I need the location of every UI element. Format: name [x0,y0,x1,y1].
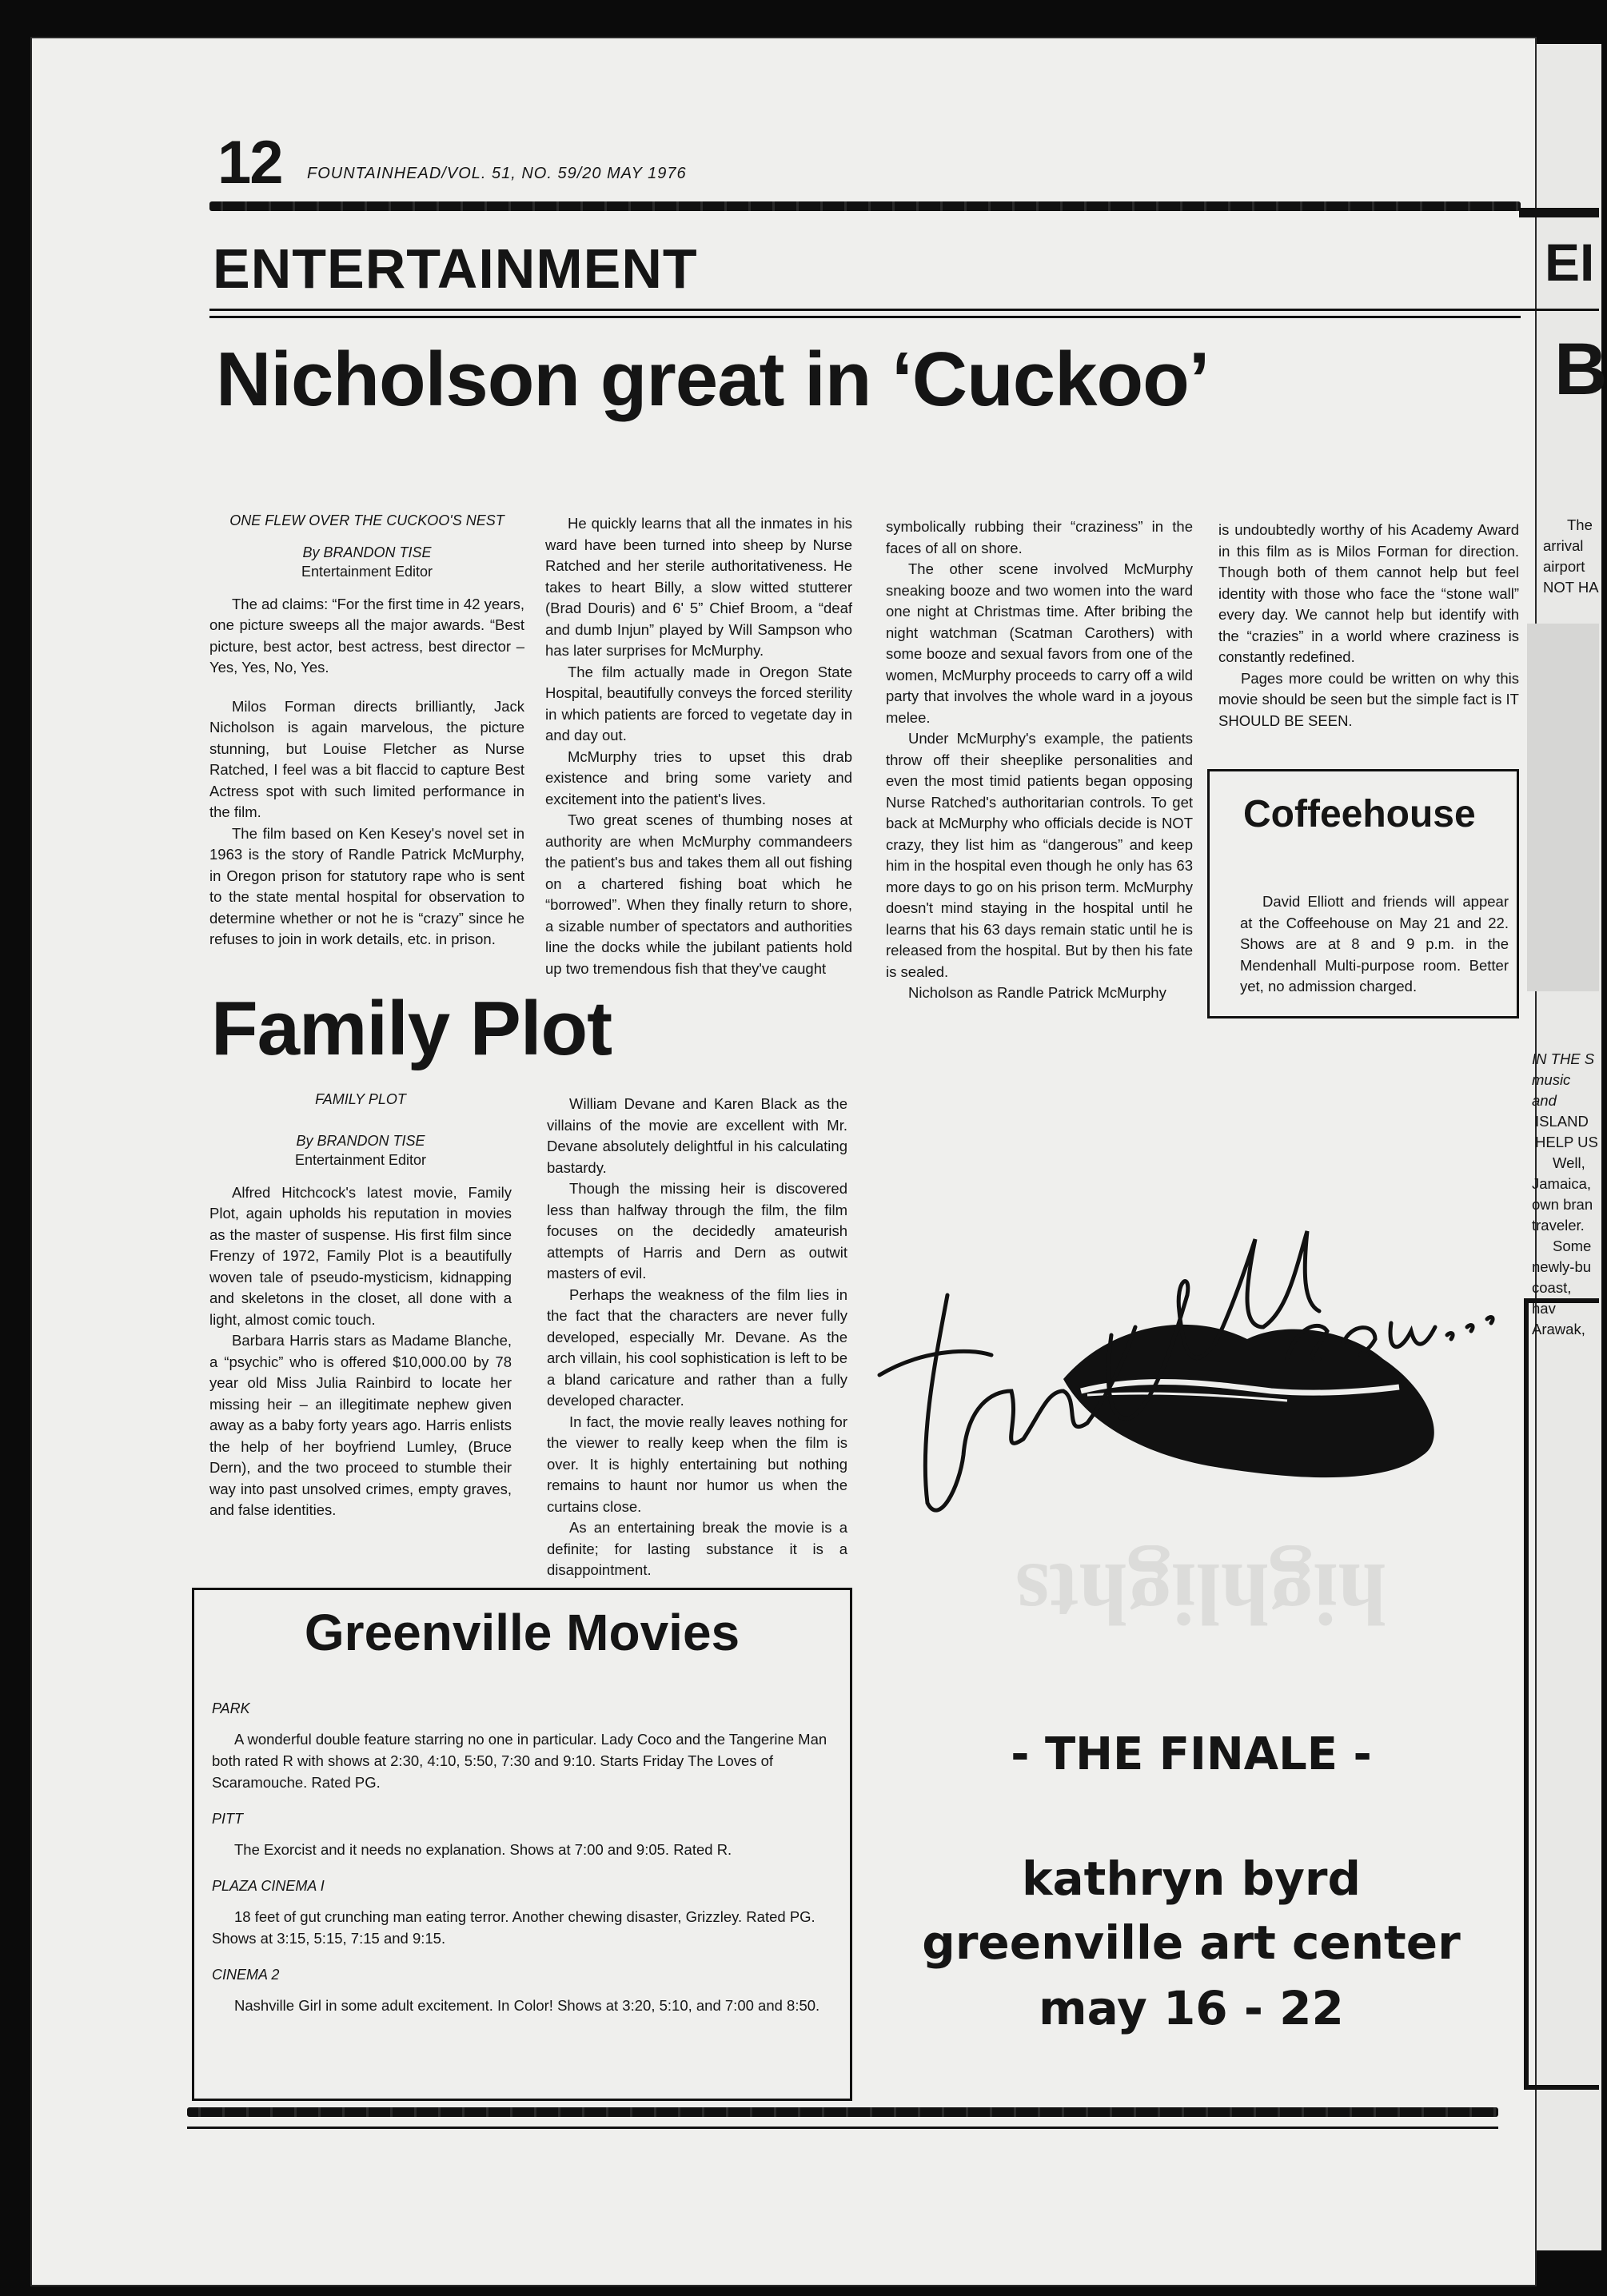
neighbor-section-stub: EI [1545,233,1595,292]
neighbor-rule [1519,309,1599,311]
neighbor-headline-stub: B [1554,329,1607,410]
family-plot-byline [209,1131,512,1170]
theater-name: CINEMA 2 [212,1967,280,1983]
paragraph: The other scene involved McMurphy sneaking booze and two women into the ward one night at Christmas time. After bribing the night watchman (Scatman Carothers) with some booze and sexual favors from one of the women, McMurphy proceeds to carry off a wild party that involves the whole ward in a joyous melee. [886,560,1193,726]
cuckoo-author: By BRANDON TISE [302,544,432,560]
paragraph: In fact, the movie really leaves nothing for the viewer to really keep when the film is over. It is highly entertaining but nothing remains to haunt nor humor us when the curtains close. [547,1413,847,1515]
ghost-print-through: highlights [1015,1545,1387,1643]
movie-listings [212,1683,835,2016]
cuckoo-headline: Nicholson great in ‘Cuckoo’ [216,337,1210,422]
paragraph: The film actually made in Oregon State Hospital, beautifully conveys the forced sterility in which patients are forced to vegetate day in and day out. [545,663,852,743]
theater-listing [212,1878,835,1949]
text-line: HELP US [1535,1134,1598,1150]
family-plot-column-1 [209,1089,512,1521]
neighbor-ad-box [1524,1298,1599,2090]
text-line: music and [1532,1071,1571,1109]
theater-text: A wonderful double feature starring no one in particular. Lady Coco and the Tangerine Man both rated R with shows at 2:30, 4:10, 5:50, 7:30 and 9:10. Starts Friday The Loves of Scaramouche. Rated PG. [212,1731,827,1791]
paragraph: He quickly learns that all the inmates in his ward have been turned into sheep by Nurse Ratched and her sterile authoritativeness. He takes to heart Billy, a slow witted stutterer (Brad Douris) and 6' 5” Chief Broom, a “deaf and dumb Injun” played by Will Sampson who has later surprises for McMurphy. [545,515,852,659]
finale-venue: greenville art center [922,1915,1461,1970]
paragraph: Milos Forman directs brilliantly, Jack Nicholson is again marvelous, the picture stunning, but Louise Fletcher as Nurse Ratched, I feel was a bit flaccid to capture Best Actress spot with such limited performance in the film. [209,697,524,820]
farewell-lips-illustration [871,1151,1511,1535]
theater-name: PARK [212,1700,250,1716]
section-rule-1 [209,309,1521,311]
theater-name: PITT [212,1811,243,1827]
neighbor-top-rule [1519,208,1599,217]
theater-text: The Exorcist and it needs no explanation. Shows at 7:00 and 9:05. Rated R. [234,1841,732,1858]
theater-listing [212,1967,835,2016]
neighbor-photo [1527,624,1599,991]
text-line: The [1567,516,1593,533]
theater-listing [212,1811,835,1860]
finale-dates: may 16 - 22 [1039,1981,1344,2035]
text-line: own bran [1532,1196,1593,1213]
text-line: traveler. [1532,1217,1585,1234]
cuckoo-kicker: ONE FLEW OVER THE CUCKOO'S NEST [229,512,504,528]
neighbor-text-mid [1532,1049,1599,1340]
bottom-rule [187,2107,1498,2117]
paragraph: The film based on Ken Kesey's novel set in 1963 is the story of Randle Patrick McMurphy, in Oregon prison for statutory rape who is sent to the state mental hospital for observation to determine whether or not he is “crazy” since he refuses to join in work details, etc. in prison. [209,824,524,947]
cuckoo-author-role: Entertainment Editor [301,563,433,580]
section-rule-2 [209,316,1521,318]
theater-text: Nashville Girl in some adult excitement. In Color! Shows at 3:20, 5:10, and 7:00 and 8:50. [234,1997,820,2014]
family-plot-column-2 [547,1094,847,1581]
paragraph: is undoubtedly worthy of his Academy Award in this film as is Milos Forman for direction. Though both of them cannot help but feel identity with those who face the “stone wall” every day. We cannot help but identify with the “crazies” in a world where craziness is constantly redefined. [1218,521,1519,665]
paragraph: As an entertaining break the movie is a definite; for lasting substance it is a disappointment. [547,1519,847,1578]
cuckoo-column-3 [886,516,1193,1004]
text-line: Arawak, [1532,1321,1585,1337]
cuckoo-column-2 [545,513,852,979]
paragraph: David Elliott and friends will appear at the Coffeehouse on May 21 and 22. Shows are at 8 and 9 p.m. in the Mendenhall Multi-purpose room. Better yet, no admission charged. [1240,893,1509,995]
text-line: NOT HA [1543,579,1599,596]
paragraph: William Devane and Karen Black as the villains of the movie are excellent with Mr. Devane absolutely delightful in his calculating bastardy. [547,1095,847,1176]
neighbor-text-top [1543,515,1599,598]
family-plot-headline: Family Plot [211,986,612,1071]
paragraph: Barbara Harris stars as Madame Blanche, a “psychic” who is offered $10,000.00 by 78 year old Miss Julia Rainbird to locate her missing heir – an illegitimate nephew given away as a baby forty years ago. Harris enlists the help of her boyfriend Lumley, (Bruce Dern), and the two proceed to stumble their way into past unsolved crimes, empty graves, and false identities. [209,1332,512,1518]
greenville-movies-box [192,1588,852,2101]
bottom-rule-thin [187,2127,1498,2129]
text-line: IN THE S [1532,1050,1595,1067]
theater-name: PLAZA CINEMA I [212,1878,325,1894]
theater-listing [212,1700,835,1793]
paragraph: Two great scenes of thumbing noses at authority are when McMurphy commandeers the patient's bus and takes them all out fishing on a chartered fishing boat which he “borrowed”. When they finally return to shore, a sizable number of spectators and authorities line the docks while the jubilant patients hold up two tremendous fish that they've caught [545,811,852,977]
paragraph: Under McMurphy's example, the patients throw off their sheeplike personalities and even the most timid patients began opposing Nurse Ratched's authoritarian controls. To get back at McMurphy who officials decide is NOT crazy, they list him as “dangerous” and keep him in the hospital even though he only has 63 more days to go on his prison term. McMurphy doesn't mind staying in the hospital until he learns that his 63 days remain static until he is released from the hospital. But by then his fate is sealed. [886,730,1193,980]
cuckoo-byline [209,543,524,581]
page-number: 12 [217,129,282,197]
coffeehouse-body [1240,891,1509,998]
paragraph: The ad claims: “For the first time in 42 years, one picture sweeps all the major awards. “Best picture, best actor, best actress, best director – Yes, Yes, No, Yes. [209,595,525,676]
coffeehouse-title: Coffeehouse [1243,793,1476,835]
farewell-script-text [879,1183,880,1184]
paragraph: Pages more could be written on why this movie should be seen but the simple fact is IT SHOULD BE SEEN. [1218,669,1519,729]
text-line: Some [1553,1238,1592,1254]
coffeehouse-box [1207,769,1519,1018]
theater-text: 18 feet of gut crunching man eating terror. Another chewing disaster, Grizzley. Rated PG. Shows at 3:15, 5:15, 7:15 and 9:15. [212,1908,815,1947]
cuckoo-column-4 [1218,520,1519,731]
greenville-movies-title: Greenville Movies [304,1604,740,1661]
family-plot-kicker: FAMILY PLOT [315,1091,406,1107]
folio-line: FOUNTAINHEAD/VOL. 51, NO. 59/20 MAY 1976 [307,165,687,182]
text-line: newly-bu [1532,1258,1592,1275]
finale-artist: kathryn byrd [1021,1852,1362,1906]
family-plot-author-role: Entertainment Editor [294,1151,427,1168]
section-title: ENTERTAINMENT [213,237,698,300]
top-rule [209,201,1521,211]
text-line: arrival [1543,537,1584,554]
paragraph: symbolically rubbing their “craziness” in the faces of all on shore. [886,518,1193,556]
paragraph: Perhaps the weakness of the film lies in the fact that the characters are never fully developed, especially Mr. Devane. As the arch villain, his cool sophistication is left to be a bland caricature and rather than a fully developed character. [547,1286,847,1409]
text-line: ISLAND [1535,1113,1589,1130]
text-line: airport [1543,558,1585,575]
text-line: coast, hav [1532,1279,1572,1317]
lips-icon [1063,1325,1434,1477]
finale-title: - THE FINALE - [1011,1728,1372,1780]
paragraph: McMurphy tries to upset this drab existence and bring some variety and excitement into the patient's lives. [545,747,852,807]
cuckoo-column-1 [209,510,524,951]
paragraph: Nicholson as Randle Patrick McMurphy [908,984,1166,1001]
family-plot-author: By BRANDON TISE [296,1132,425,1149]
text-line: Well, [1553,1154,1585,1171]
paragraph: Though the missing heir is discovered less than halfway through the film, the film focuses on the decidedly amateurish attempts of Harris and Dern as outwit masters of evil. [547,1180,847,1282]
paragraph: Alfred Hitchcock's latest movie, Family Plot, again upholds his reputation in movies as the master of suspense. His first film since Frenzy of 1972, Family Plot is a beautifully woven tale of pseudo-mysticism, kidnapping and skeletons in the closet, all done with a light, almost comic touch. [209,1183,512,1328]
text-line: Jamaica, [1532,1175,1592,1192]
